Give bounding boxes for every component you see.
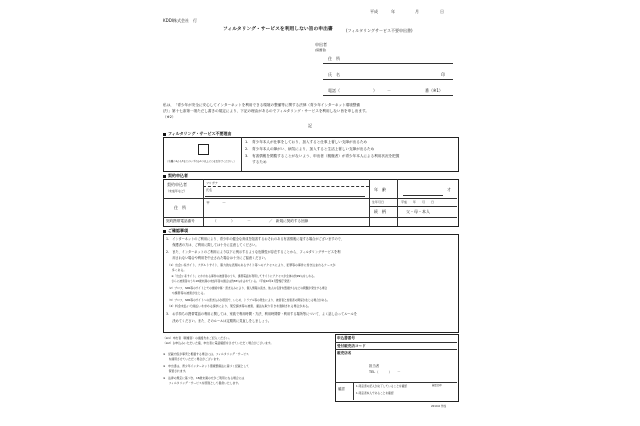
checkbox-note: （右欄の1から3までのいずれか1つ以上に○をお付けください。）: [166, 160, 236, 163]
applicant-address-line[interactable]: [323, 63, 453, 64]
checker-seal-label: 確認者印: [432, 384, 442, 387]
applicant-phone-mid: ） －: [373, 88, 391, 93]
shimei-label: 氏名: [206, 188, 213, 192]
addressee: KDDI株式会社 行: [163, 18, 197, 23]
footnote: ※ 記載内容が事実と相違する場合には、フィルタリング・サービス: [163, 352, 249, 356]
section1-title: フィルタリング・サービス不要理由: [163, 131, 231, 136]
date-month: 月: [415, 9, 419, 14]
contract-name-field[interactable]: [205, 196, 365, 197]
confirm-row-1: 1.同意書の記入が完了していることを確認: [356, 384, 407, 388]
confirm-item: （1）出会い系サイト、アダルトサイト、暴力的な表現のあるサイト等へのアクセスにより、犯罪等の事件に巻き込まれるケースが: [166, 263, 336, 267]
intro-line-2: 法）」第十七条第一項ただし書きの規定により、下記の理由があるのでフィルタリング・サービスを利用しない旨を申し出ます。: [163, 109, 369, 113]
postal-code[interactable]: 〒 －: [206, 200, 226, 205]
footnote: ※ 法律の規定に基づき、18歳未満の方がご利用になる場合には: [163, 376, 245, 380]
confirm-item: ※「出会い系サイト」にかかわる事件の被害者のうち、携帯電話を利用してサイトにアクセスが全体の約99％をしめる。: [166, 274, 317, 278]
applicant-name-line[interactable]: [323, 79, 453, 80]
confirm-label: 確認: [338, 387, 345, 391]
section1-divider: [241, 137, 242, 171]
section2-title: 契約申込者: [163, 173, 188, 178]
version-note: 2010.6 作成: [431, 405, 447, 408]
contract-name-label: 契約申込者: [167, 182, 187, 187]
relation-options[interactable]: 父・母・本人: [406, 209, 430, 214]
birthday-label: 生年月日: [372, 200, 385, 204]
confirm-item: 2. また、インターネットのご利用により以下に例示するような危険性が存在することから、フィルタリングサービスを利: [166, 250, 341, 254]
reason-1[interactable]: 1. 青少年本人が仕事をしており、加入すると仕事上著しい支障が出るため: [245, 140, 368, 144]
footnote: フィルタリング・サービスを原則として提供いたします。: [163, 381, 241, 385]
section2-divider-right: [397, 179, 398, 226]
office-tel[interactable]: TEL（ ） －: [369, 370, 401, 374]
office-col: [353, 382, 354, 400]
furigana-label: フリガナ: [206, 180, 218, 185]
reason-3[interactable]: 3. 有害情報を閲覧することがないよう、申出者（親権者）が青少年本人による利用状況を把握: [245, 154, 400, 158]
row-divider-1: [163, 198, 457, 199]
intro-line-1: 私は、「青少年が安全に安心してインターネットを利用できる環境の整備等に関する法律（青少年インターネット環境整備: [163, 103, 361, 107]
applicant-heading: 申出者: [315, 42, 327, 47]
applicant-phone-label: 電話（: [328, 88, 340, 93]
confirm-item: （4）料金未払いで前払いを求める請求により、架空請求等の被害、違法な取り引きを強制される場合がある。: [166, 304, 311, 308]
store-code-label: 受付販売店コード: [337, 343, 366, 348]
confirm-row-2: 1.同意者本人であることを確認: [356, 391, 394, 395]
reason-checkbox[interactable]: [198, 144, 209, 155]
footnote: ※ 申出書は、青少年インターネット環境整備法に基づく記録として: [163, 364, 249, 368]
contract-phone-value[interactable]: （ ） － ／ 新規に契約する回線: [213, 219, 309, 223]
footnote: 保管されます。: [163, 369, 188, 373]
confirm-item: （2）プロフ、SNS等のサイト上での誹謗中傷・書き込みにより、個人情報の流出、他人の名誉を毀損するなどの問題が発生する場合: [166, 286, 328, 290]
staff-label: 担当者: [369, 364, 380, 368]
confirm-item: 3. お手持ちの携帯電話の利用に関しては、家族で利用時間・方法、利用時間帯・利用する場所等について、よく話し合ってルールを: [166, 312, 357, 316]
confirm-item: 決めてください。また、そのルールは定期的に見直しをしましょう。: [166, 319, 272, 323]
age-label: 年 齢: [374, 187, 386, 192]
confirm-item: 多くある。: [166, 268, 187, 272]
reason-3-cont: するため: [245, 160, 267, 164]
date-era: 平成: [370, 9, 378, 14]
date-year: 年: [391, 9, 395, 14]
section2-divider-mid: [369, 179, 370, 226]
furigana-divider: [203, 186, 369, 187]
date-day: 日: [440, 9, 444, 14]
confirm-item: （3）プロフ、SNS等のサイトへの書き込みが原因で、いじめ、トラブル等の発生により、被害者と加害者の関係が生じる場合がある。: [166, 298, 330, 302]
confirm-item: さらに被害者のうち18歳未満の未成年者の割合は約83％を占めている。（平成22年2月警察庁発表）: [166, 279, 293, 283]
applicant-address-label: 住 所: [328, 56, 340, 61]
ki-heading: 記: [308, 123, 312, 128]
applicant-phone-suffix: 番（※1）: [425, 88, 443, 93]
contract-phone-label: 契約携帯電話番号: [166, 219, 195, 223]
section-bullet-icon: [163, 133, 166, 136]
row-divider-2: [369, 206, 457, 207]
store-name-label: 販売店名: [337, 351, 352, 355]
age-field[interactable]: [403, 195, 443, 196]
confirm-item: 1. インターネットのご利用により、青少年の健全な育成を阻害するおそれのある有害情報に接する場合がございますので、: [166, 237, 344, 241]
confirm-item: 保護者の方は、ご利用に際しては十分に注意してください。: [166, 243, 259, 247]
confirm-item: や携帯等の被害が生じる。: [166, 291, 207, 295]
section-bullet-icon: [163, 230, 166, 233]
footnote: （※2）お申込みいただいた後、申出者に電話確認をさせていただく場合がございます。: [163, 341, 274, 345]
intro-line-3: （※2）: [163, 115, 176, 119]
applicant-phone-line[interactable]: [323, 95, 453, 96]
seal-mark: 印: [441, 72, 445, 77]
confirm-item: 用されない場合や利用を中止された場合は十分にご留意ください。: [166, 256, 268, 260]
contract-address-label: 住 所: [174, 205, 186, 210]
office-row-2: [335, 349, 457, 350]
footnote: （※1）申出者（親権者）の連絡先をご記入ください。: [163, 336, 232, 340]
receipt-no-label: 申込書番号: [337, 336, 355, 340]
form-page: [163, 6, 459, 420]
age-unit: 才: [447, 187, 451, 192]
applicant-heading-sub: (保護者): [315, 48, 327, 52]
birthday-value[interactable]: 平成 年 月 日: [401, 200, 435, 204]
footnote: を適用させていただく場合がございます。: [163, 357, 222, 361]
section3-title: ご確認事項: [163, 228, 188, 233]
form-title: フィルタリング・サービスを利用しない旨の申出書: [223, 27, 333, 32]
reason-2[interactable]: 2. 青少年本人の障がい、病気により、加入すると生活上著しい支障が出るため: [245, 147, 375, 151]
contract-name-sub: （未成年など）: [166, 189, 188, 193]
relation-label: 続 柄: [374, 209, 386, 214]
section-bullet-icon: [163, 175, 166, 178]
form-title-suffix: (フィルタリングサービス不要申出書): [346, 27, 413, 33]
applicant-name-label: 氏 名: [328, 72, 340, 77]
row-divider-3: [163, 217, 457, 218]
